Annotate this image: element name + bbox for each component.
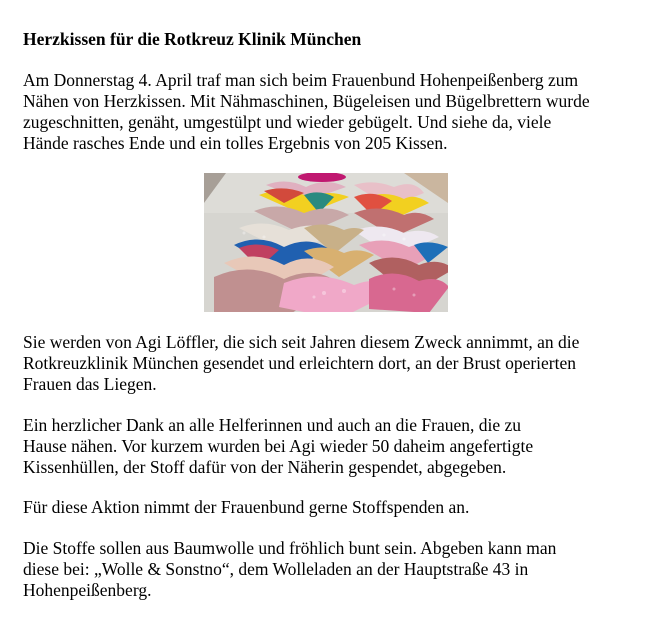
text-line: Frauen das Liegen. bbox=[23, 374, 157, 394]
text-line: zugeschnitten, genäht, umgestülpt und wieder gebügelt. Und siehe da, viele bbox=[23, 112, 552, 132]
text-line: Ein herzlicher Dank an alle Helferinnen und auch an die Frauen, die zu bbox=[23, 415, 522, 435]
article-title: Herzkissen für die Rotkreuz Klinik München bbox=[23, 29, 362, 49]
paragraph-drop-off bbox=[23, 538, 633, 601]
paragraph-intro bbox=[23, 70, 633, 154]
paragraph-recipient bbox=[23, 332, 633, 395]
text-line: Hände rasches Ende und ein tolles Ergebnis von 205 Kissen. bbox=[23, 133, 448, 153]
text-line: Hohenpeißenberg. bbox=[23, 580, 152, 600]
heart-cushions-photo bbox=[204, 173, 448, 312]
text-line: Für diese Aktion nimmt der Frauenbund gerne Stoffspenden an. bbox=[23, 497, 470, 517]
text-line: Sie werden von Agi Löffler, die sich seit Jahren diesem Zweck annimmt, an die bbox=[23, 332, 580, 352]
paragraph-thanks bbox=[23, 415, 633, 478]
text-line: Die Stoffe sollen aus Baumwolle und fröhlich bunt sein. Abgeben kann man bbox=[23, 538, 557, 558]
text-line: Kissenhüllen, der Stoff dafür von der Näherin gespendet, abgegeben. bbox=[23, 457, 507, 477]
paragraph-donations bbox=[23, 497, 633, 518]
text-line: Nähen von Herzkissen. Mit Nähmaschinen, Bügeleisen und Bügelbrettern wurde bbox=[23, 91, 590, 111]
text-line: diese bei: „Wolle & Sonstno“, dem Wolleladen an der Hauptstraße 43 in bbox=[23, 559, 529, 579]
text-line: Am Donnerstag 4. April traf man sich beim Frauenbund Hohenpeißenberg zum bbox=[23, 70, 579, 90]
text-line: Rotkreuzklinik München gesendet und erleichtern dort, an der Brust operierten bbox=[23, 353, 577, 373]
text-line: Hause nähen. Vor kurzem wurden bei Agi wieder 50 daheim angefertigte bbox=[23, 436, 534, 456]
photo-image bbox=[204, 173, 448, 312]
